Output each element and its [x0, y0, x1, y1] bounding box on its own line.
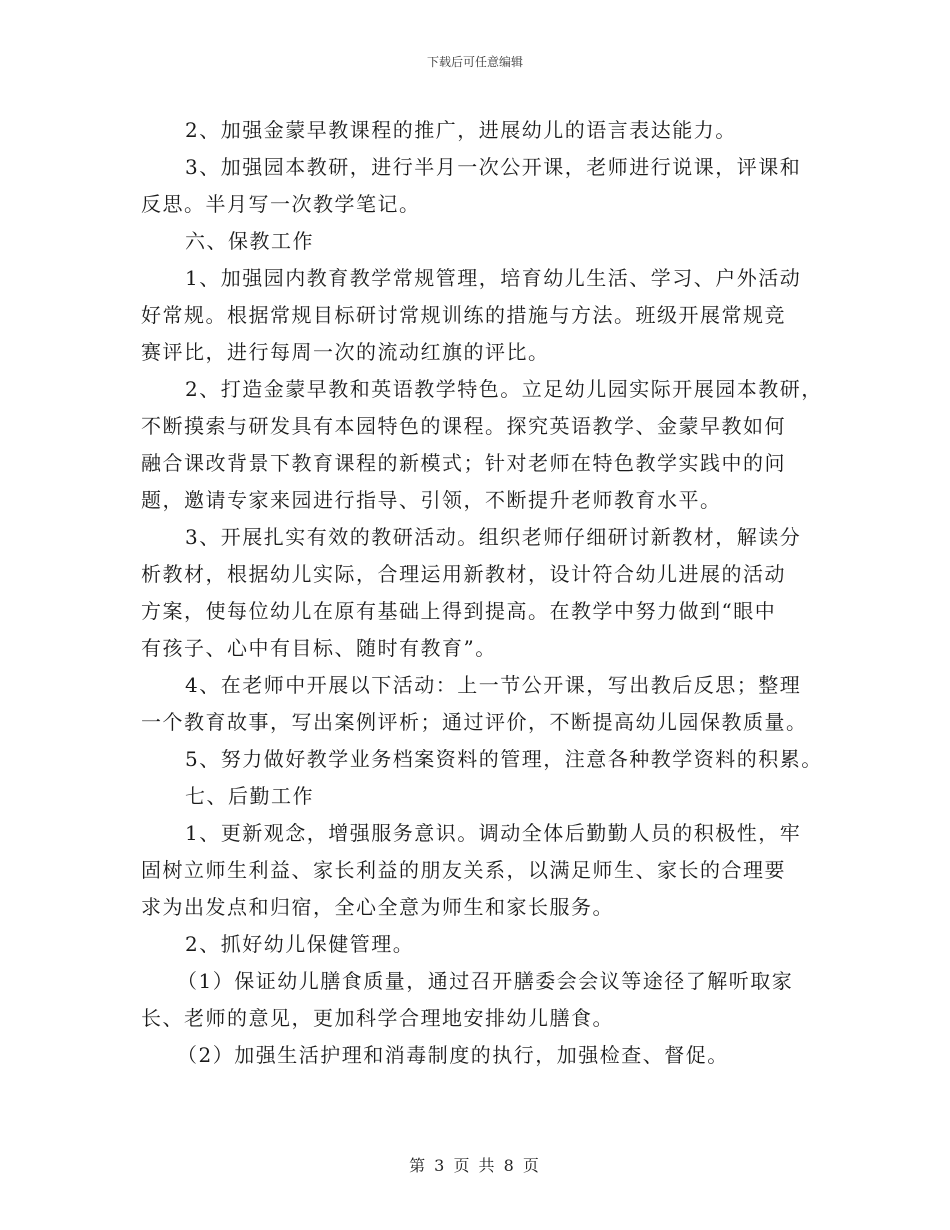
paragraph-line: 2、抓好幼儿保健管理。	[185, 932, 415, 956]
paragraph-line: （2）加强生活护理和消毒制度的执行，加强检查、督促。	[177, 1043, 729, 1067]
section-heading: 六、保教工作	[185, 229, 314, 253]
paragraph-line: 长、老师的意见，更加科学合理地安排幼儿膳食。	[141, 1006, 614, 1030]
paragraph-line: 2、加强金蒙早教课程的推广，进展幼儿的语言表达能力。	[185, 118, 737, 142]
paragraph-line: 不断摸索与研发具有本园特色的课程。探究英语教学、金蒙早教如何	[141, 414, 786, 438]
paragraph-line: 1、更新观念，增强服务意识。调动全体后勤勤人员的积极性，牢	[185, 821, 802, 845]
document-body	[141, 112, 821, 1074]
paragraph-line: 3、开展扎实有效的教研活动。组织老师仔细研讨新教材，解读分	[185, 525, 802, 549]
paragraph-line: 题，邀请专家来园进行指导、引领，不断提升老师教育水平。	[141, 488, 722, 512]
paragraph-line: 方案，使每位幼儿在原有基础上得到提高。在教学中努力做到“眼中	[141, 599, 777, 623]
paragraph-line: 融合课改背景下教育课程的新模式；针对老师在特色教学实践中的问	[141, 451, 786, 475]
page-header-note: 下载后可任意编辑	[426, 55, 523, 69]
page-number: 第 3 页 共 8 页	[409, 1156, 541, 1175]
paragraph-line: 4、在老师中开展以下活动：上一节公开课，写出教后反思；整理	[185, 673, 802, 697]
paragraph-line: 求为出发点和归宿，全心全意为师生和家长服务。	[141, 895, 614, 919]
paragraph-line: 2、打造金蒙早教和英语教学特色。立足幼儿园实际开展园本教研，	[185, 377, 823, 401]
paragraph-line: 赛评比，进行每周一次的流动红旗的评比。	[141, 340, 550, 364]
paragraph-line: 一个教育故事，写出案例评析；通过评价，不断提高幼儿园保教质量。	[141, 710, 808, 734]
paragraph-line: （1）保证幼儿膳食质量，通过召开膳委会会议等途径了解听取家	[177, 969, 794, 993]
paragraph-line: 好常规。根据常规目标研讨常规训练的措施与方法。班级开展常规竞	[141, 303, 786, 327]
paragraph-line: 反思。半月写一次教学笔记。	[141, 192, 421, 216]
paragraph-line: 固树立师生利益、家长利益的朋友关系，以满足师生、家长的合理要	[141, 858, 786, 882]
paragraph-line: 有孩子、心中有目标、随时有教育”。	[141, 636, 497, 660]
paragraph-line: 3、加强园本教研，进行半月一次公开课，老师进行说课，评课和	[185, 155, 802, 179]
paragraph-line: 析教材，根据幼儿实际，合理运用新教材，设计符合幼儿进展的活动	[141, 562, 786, 586]
paragraph-line: 1、加强园内教育教学常规管理，培育幼儿生活、学习、户外活动	[185, 266, 802, 290]
section-heading: 七、后勤工作	[185, 784, 314, 808]
paragraph-line: 5、努力做好教学业务档案资料的管理，注意各种教学资料的积累。	[185, 747, 823, 771]
